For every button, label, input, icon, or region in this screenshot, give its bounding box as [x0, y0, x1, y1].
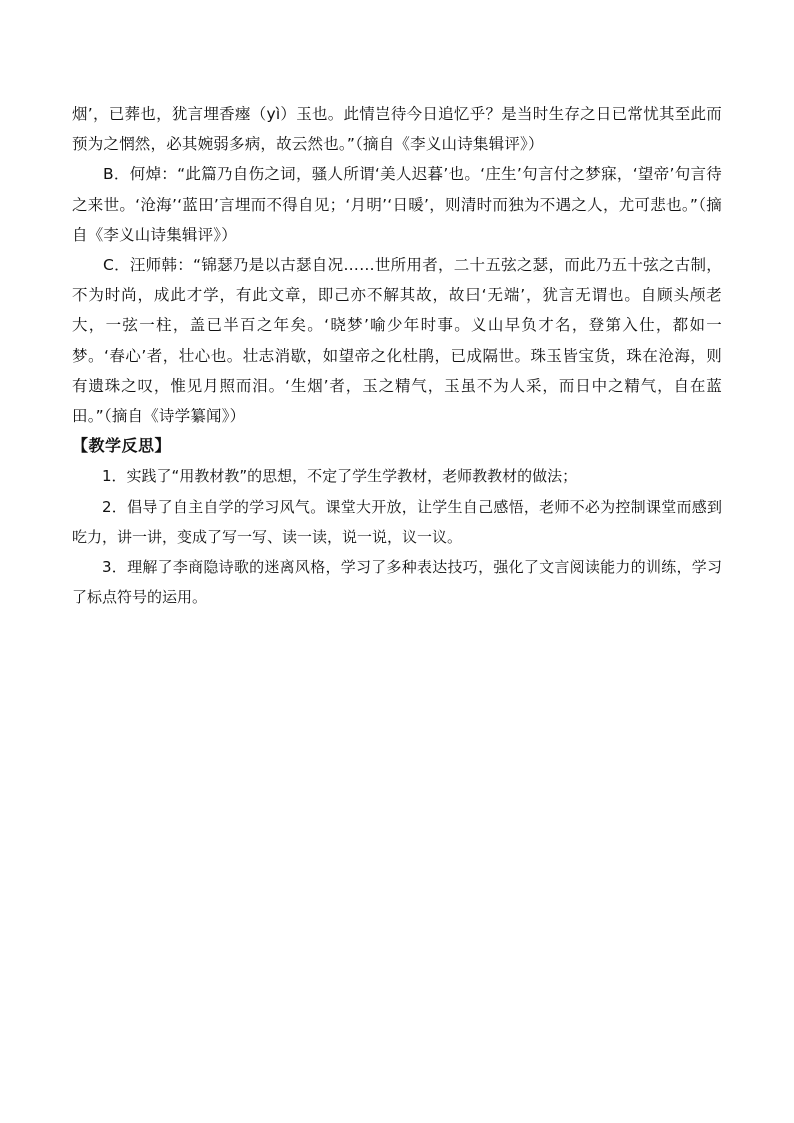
quote-c-wang-shihan: C．汪师韩：“锦瑟乃是以古瑟自况……世所用者，二十五弦之瑟，而此乃五十弦之古制，不为时尚，成此才学，有此文章，即己亦不解其故，故曰‘无端’，犹言无谓也。自顾头颅老大，一弦一柱，盖已半百之年矣。‘晓梦’喻少年时事。义山早负才名，登第入仕，都如一梦。‘春心’者，壮心也。壮志消歇，如望帝之化杜鹃，已成隔世。珠玉皆宝货，珠在沧海，则有遗珠之叹，惟见月照而泪。‘生烟’者，玉之精气，玉虽不为人采，而日中之精气，自在蓝田。”（摘自《诗学纂闻》）: [72, 256, 722, 426]
reflection-heading: 【教学反思】: [72, 436, 172, 456]
reflection-item-1: 1．实践了“用教材教”的思想，不定了学生学教材，老师教教材的做法；: [102, 467, 578, 486]
quote-continuation: 烟’，已葬也，犹言埋香瘞（yì）玉也。此情岂待今日追忆乎？是当时生存之日已常忧其至此而预为之惘然，必其婉弱多病，故云然也。”（摘自《李义山诗集辑评》）: [72, 105, 722, 154]
reflection-item-2: 2．倡导了自主自学的学习风气。课堂大开放，让学生自己感悟，老师不必为控制课堂而感到吃力，讲一讲，变成了写一写、读一读，说一说，议一议。: [72, 497, 722, 546]
quote-b-he-zhuo: B．何焯：“此篇乃自伤之词，骚人所谓‘美人迟暮’也。‘庄生’句言付之梦寐，‘望帝’句言待之来世。‘沧海’‘蓝田’言埋而不得自见；‘月明’‘日暖’，则清时而独为不遇之人，尤可悲也。”（摘自《李义山诗集辑评》）: [72, 165, 722, 244]
document-page: [72, 99, 722, 612]
reflection-item-3: 3．理解了李商隐诗歌的迷离风格，学习了多种表达技巧，强化了文言阅读能力的训练，学习了标点符号的运用。: [72, 558, 722, 607]
